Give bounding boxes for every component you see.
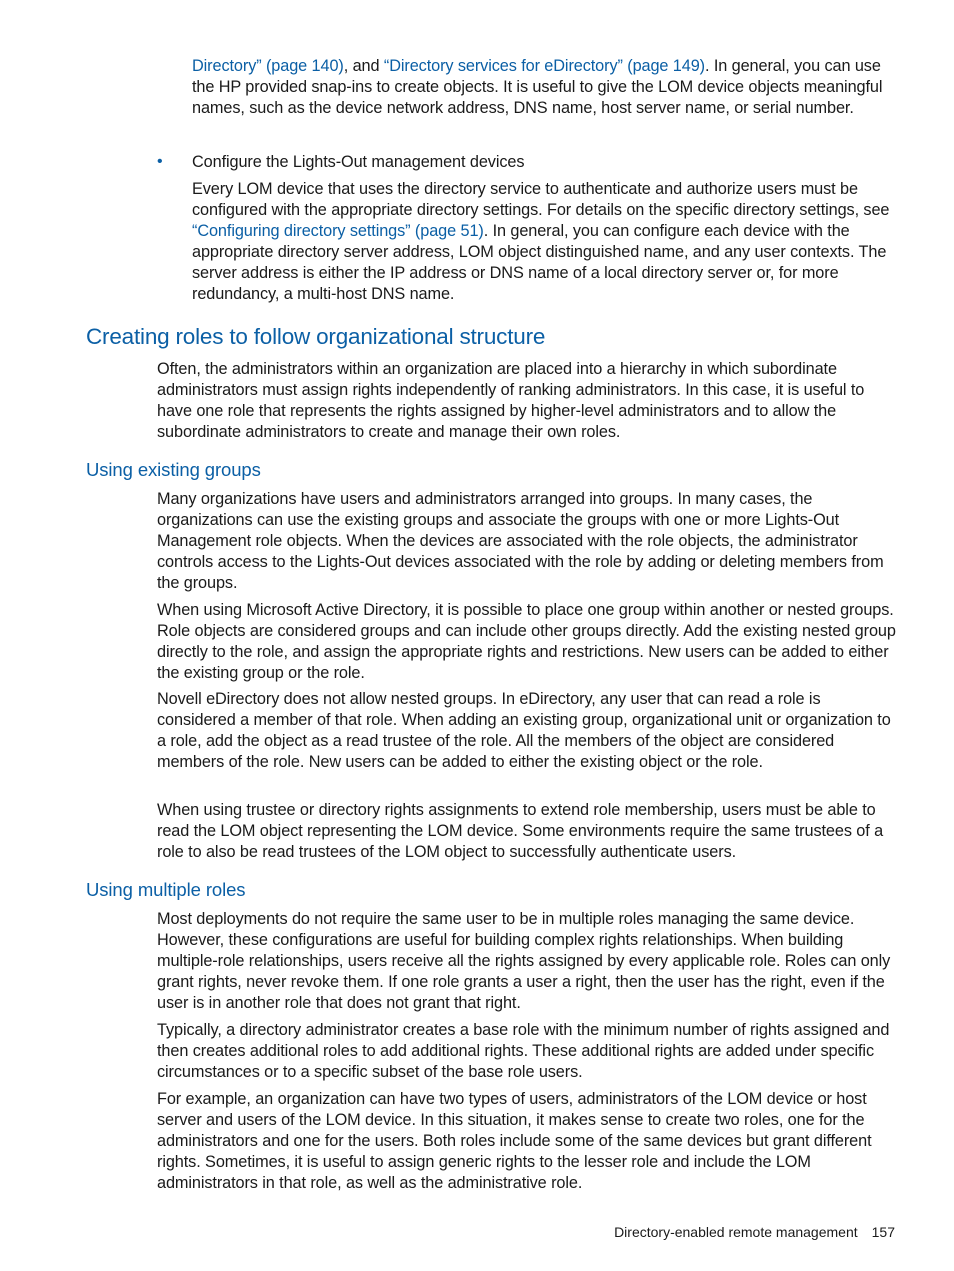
link-configuring-directory-settings[interactable]: “Configuring directory settings” (page 51)	[192, 221, 484, 240]
intro-paragraph	[192, 56, 902, 119]
link-edirectory-page-149[interactable]: “Directory services for eDirectory” (page 149)	[383, 57, 705, 75]
heading-using-multiple-roles: Using multiple roles	[86, 879, 246, 900]
heading-creating-roles: Creating roles to follow organizational structure	[86, 324, 546, 349]
bullet-item	[157, 152, 902, 173]
page-footer	[614, 1223, 895, 1241]
heading-using-existing-groups: Using existing groups	[86, 459, 261, 480]
bullet-text-2: . In general, you can configure each device with the appropriate directory server address, LOM object distinguished name, and any user contexts. The server address is either the IP address or DNS name of a local directory server or, for more redundancy, a multi-host DNS name.	[192, 221, 887, 303]
bullet-marker: •	[157, 153, 163, 170]
page-number: 157	[871, 1224, 895, 1240]
roles-paragraph-1: Often, the administrators within an organization are placed into a hierarchy in which subordinate administrators must assign rights independently of ranking administrators. In this case, it is useful to have one role that represents the rights assigned by higher-level administrators and to allow the subordinate administrators to create and manage their own roles.	[157, 360, 865, 441]
bullet-paragraph	[192, 179, 902, 304]
bullet-text-1: Every LOM device that uses the directory service to authenticate and authorize users must be configured with the appropriate directory settings. For details on the specific directory settings, see	[192, 180, 890, 219]
groups-paragraph-1: Many organizations have users and administrators arranged into groups. In many cases, the organizations can use the existing groups and associate the groups with one or more Lights-Out Management role objects. When the devices are associated with the role objects, the administrator controls access to the Lights-Out devices associated with the role by adding or deleting members from the groups.	[157, 490, 884, 592]
multiple-paragraph-3: For example, an organization can have two types of users, administrators of the LOM device or host server and users of the LOM device. In this situation, it makes sense to create two roles, one for the administrators and one for the users. Both roles include some of the same devices but grant different rights. Sometimes, it is useful to assign generic rights to the lesser role and include the LOM administrators in that role, as well as the administrative role.	[157, 1090, 872, 1192]
link-directory-page-140[interactable]: Directory” (page 140)	[192, 57, 344, 75]
groups-paragraph-4: When using trustee or directory rights assignments to extend role membership, users must be able to read the LOM object representing the LOM device. Some environments require the same trustees of a role to also be read trustees of the LOM object to successfully authenticate users.	[157, 801, 884, 861]
footer-title: Directory-enabled remote management	[614, 1224, 858, 1240]
multiple-paragraph-2: Typically, a directory administrator creates a base role with the minimum number of rights assigned and then creates additional roles to add additional rights. These additional rights are added under specific circumstances or to a specific subset of the base role users.	[157, 1021, 890, 1081]
groups-paragraph-3: Novell eDirectory does not allow nested groups. In eDirectory, any user that can read a role is considered a member of that role. When adding an existing group, organizational unit or organization to a role, add the object as a read trustee of the role. All the members of the object are considered members of the role. New users can be added to either the existing object or the role.	[157, 690, 891, 771]
bullet-label: Configure the Lights-Out management devices	[192, 153, 525, 171]
intro-text-1: , and	[343, 57, 384, 75]
multiple-paragraph-1: Most deployments do not require the same user to be in multiple roles managing the same device. However, these configurations are useful for building complex rights relationships. When building multiple-role relationships, users receive all the rights assigned by every applicable role. Roles can only grant rights, never revoke them. If one role grants a user a right, then the user has the right, even if the user is in another role that does not grant that right.	[157, 910, 891, 1012]
intro-text-2: . In general, you can use the HP provided snap-ins to create objects. It is useful to give the LOM device objects meaningful names, such as the device network address, DNS name, host server name, or serial number.	[192, 57, 883, 117]
groups-paragraph-2: When using Microsoft Active Directory, it is possible to place one group within another or nested groups. Role objects are considered groups and can include other groups directly. Add the existing nested group directly to the role, and assign the appropriate rights and restrictions. New users can be added to either the existing group or the role.	[157, 601, 896, 682]
